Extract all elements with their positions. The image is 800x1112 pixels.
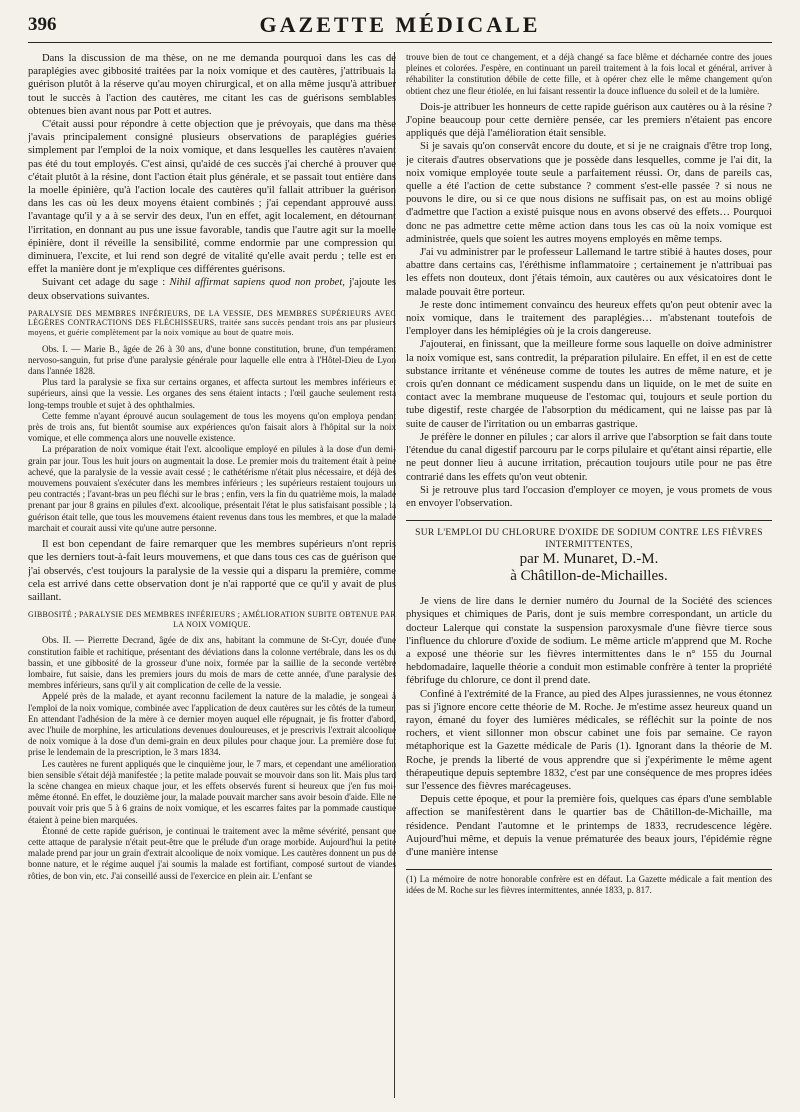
- observation-text: Plus tard la paralysie se fixa sur certains organes, et affecta surtout les membres inférieurs et supérieurs, ainsi que la vessie. Les organes des sens étaient intacts ; l'œil gauche seulement resta long-temps trouble et sujet à des ophthalmies.: [28, 377, 396, 410]
- paragraph: Confiné à l'extrémité de la France, au pied des Alpes jurassiennes, ne vous étonnez pas si j'ignore encore cette théorie de M. Roche. Je m'estime assez heureux quand un rayon, émané du foyer des lumières médicales, se réfléchit sur la pointe de nos rochers, et vient sillonner mon obscur cabinet une fois par semaine. Ce rayon métaphorique est la Gazette médicale de Paris (1). Ignorant dans la théorie de M. Roche, je prends la liberté de vous apprendre que si j'expérimente le même agent thérapeutique depuis septembre 1832, c'est par une conséquence de mes propres idées sur l'essence des fièvres marécageuses.: [406, 688, 772, 792]
- observation-text: Étonné de cette rapide guérison, je continuai le traitement avec la même sévérité, pensant que cette attaque de paralysie n'était peut-être que le prélude d'un orage morbide. Aujourd'hui la petite malade prend par jour un grain d'extrait alcoolique de noix vomique. Les cautères donnent un pus de bonne nature, et le régime auquel j'ai soumis la malade est fortifiant, composé surtout de viandes rôties, de bon vin, etc. J'ai conseillé aussi de l'exercice en plein air. L'enfant se: [28, 825, 396, 881]
- article-title: SUR L'EMPLOI DU CHLORURE D'OXIDE DE SODIUM CONTRE LES FIÈVRES INTERMITTENTES,: [415, 528, 763, 551]
- paragraph: Je préfère le donner en pilules ; car alors il arrive que l'absorption se fait dans toute l'étendue du canal digestif parcouru par le corps pilulaire et qu'étant ainsi répartie, elle ne peut donner lieu à aucune irritation, précaution toujours utile pour ne pas être contrarié dans les effets qu'on veut obtenir.: [406, 431, 772, 483]
- paragraph: Si je retrouve plus tard l'occasion d'employer ce moyen, je vous promets de vous en envoyer l'observation.: [406, 484, 772, 509]
- paragraph: C'était aussi pour répondre à cette objection que je prévoyais, que dans ma thèse j'avais principalement consigné plusieurs observations de paraplégies guéries simplement par l'emploi de la noix vomique, et dans lesquelles les cautères n'avaient pas été du tout employés. C'est ainsi, qu'aidé de ces succès j'ai cherché à prouver que c'était plutôt à la résine, dont l'action était plus générale, et se passait tout entière dans la moelle épinière, qu'à l'action locale des cautères qu'il fallait attribuer la guérison dans les cas où les deux moyens étaient combinés ; j'ai cependant approuvé aussi l'avantage qu'il y a à se servir des deux, l'un en effet, agit localement, en détournant l'irritation, en donnant au pus une issue favorable, tandis que l'autre agit sur la moelle épinière, dont il réveille la sensibilité, comme endormie par une compression qui diminuera, l'excite, et lui rend son degré de vitalité qu'elle avait perdu ; telle est en effet la manière dont je m'explique ces différentes guérisons.: [28, 119, 396, 276]
- quote-intro: Suivant cet adage du sage :: [42, 277, 170, 289]
- footnote: (1) La mémoire de notre honorable confrère est en défaut. La Gazette médicale a fait mention des idées de M. Roche sur les fièvres intermittentes, année 1833, p. 817.: [406, 869, 772, 896]
- article-place: à Châtillon-de-Michailles.: [510, 568, 668, 585]
- paragraph-quote: [28, 276, 396, 302]
- observation-text: Cette femme n'ayant éprouvé aucun soulagement de tous les moyens qu'on employa pendant près de trois ans, fut bientôt soumise aux expériences qu'on faisait alors à l'hôpital sur la noix vomique, et elle commença alors une nouvelle existence.: [28, 410, 396, 444]
- left-column: [28, 52, 396, 1104]
- article-heading: [406, 520, 772, 585]
- page-number: 396: [28, 14, 57, 35]
- paragraph: Dois-je attribuer les honneurs de cette rapide guérison aux cautères ou à la résine ? J'opine beaucoup pour cette dernière pensée, car les premiers n'étaient pas encore appliqués que déjà l'amélioration était sensible.: [406, 101, 772, 140]
- observation-text: Les cautères ne furent appliqués que le cinquième jour, le 7 mars, et cependant une amélioration bien sensible s'était déjà manifestée ; la petite malade pouvait se mouvoir dans son lit. Mais plus tard la scène changea en mieux chaque jour, et les effets observés furent si heureux que j'en fus moi-même étonné. En effet, le douzième jour, la malade pouvait marcher sans avoir besoin d'aide. Elle ne pouvait voir pris que 5 à 6 grains de noix vomique, et les escarres faites par la pommade caustique étaient à peine bien marquées.: [28, 758, 396, 825]
- paragraph: Je viens de lire dans le dernier numéro du Journal de la Société des sciences physiques et chimiques de Paris, dont je suis membre correspondant, un article du docteur Lalerque qui constate la suspension paroxysmale d'une fièvre tierce sous l'influence du chlorure d'oxide de sodium. Le même article m'apprend que M. Roche a exposé une théorie sur les fièvres intermittentes dans le n° 155 du Journal hebdomadaire, laquelle théorie a conduit mon estimable confrère à tenter la propriété fébrifuge du chlorure, ce dont il prend date.: [406, 596, 772, 687]
- paragraph: Je reste donc intimement convaincu des heureux effets qu'on peut obtenir avec la noix vomique, dans le traitement des paraplégies… m'abstenant toutefois de l'employer dans les hémiplégies où je la crois dangereuse.: [406, 299, 772, 338]
- paragraph: J'ai vu administrer par le professeur Lallemand le tartre stibié à hautes doses, pour abattre dans certains cas, l'éréthisme inflammatoire ; certainement je n'attribuai pas les effets non douteux, dont j'étais témoin, aux cautères ou aux vésicatoires dont le malade pouvait être porteur.: [406, 247, 772, 298]
- right-column: [406, 52, 772, 1104]
- observation-heading: GIBBOSITÉ ; PARALYSIE DES MEMBRES INFÉRIEURS ; AMÉLIORATION SUBITE OBTENUE PAR LA NOIX VOMIQUE.: [28, 610, 396, 629]
- page-header: [28, 12, 772, 43]
- observation-text: La préparation de noix vomique était l'ext. alcoolique employé en pilules à la dose d'un demi-grain par jour. Tous les huit jours on augmentait la dose. Le premier mois du traitement était à peine achevé, que la paralysie de la vessie avait cessé ; le cathétérisme n'était plus nécessaire, et déjà des mouvemens pouvaient s'exécuter dans les membres inférieurs ; les supérieurs restaient toujours un peu contractés ; l'avant-bras un peu fléchi sur le bras ; enfin, vers la fin du quatrième mois, la malade prenant par jour 8 grains en pilules d'ext. alcoolique, présentait l'état le plus satisfaisant possible ; la guérison était telle, que tous les mouvemens étaient revenus dans tous les membres, et que la malade marchait et courait aussi vite qu'une autre personne.: [28, 444, 396, 533]
- latin-quote: Nihil affirmat sapiens quod non probet: [169, 277, 343, 289]
- article-author: par M. Munaret, D.-M.: [519, 551, 659, 568]
- quote-outro: , j'ajoute les deux observations suivantes.: [28, 277, 396, 302]
- continued-text: trouve bien de tout ce changement, et a déjà changé sa face blême et décharnée contre des joues pleines et colorées. J'espère, en continuant un pareil traitement à la fois local et général, arriver à réhabiliter la constitution débile de cette fille, et à opérer chez elle le même changement qu'on obtient chez une fleur étiolée, en lui faisant ressentir la douce influence du soleil et de la lumière.: [406, 52, 772, 96]
- paragraph: Si je savais qu'on conservât encore du doute, et si je ne craignais d'être trop long, je citerais d'autres observations que je possède dans lesquelles, comme je l'ai dit, la noix vomique employée toute seule a parfaitement réussi. Or, dans de pareils cas, quelle a été l'action de cette substance ? comment s'est-elle passée ? si nous ne pouvons le dire, ou si ce que nous disions ne suffisait pas, on est au moins obligé d'admettre que l'action a existé puisque nous en avons observé des effets… Pourquoi donc ne pas admettre cette même action dans tous les cas où la noix vomique est administrée, quels que soient les autres moyens employés en même temps.: [406, 141, 772, 245]
- observation-heading: PARALYSIE DES MEMBRES INFÉRIEURS, DE LA VESSIE, DES MEMBRES SUPÉRIEURS AVEC LÉGÈRES CONTRACTIONS DES FLÉCHISSEURS, traitée sans succès pendant trois ans par plusieurs moyens, et guérie complètement par la noix vomique au bout de quatre mois.: [28, 308, 396, 338]
- paragraph: Il est bon cependant de faire remarquer que les membres supérieurs n'ont repris que les derniers tout-à-fait leurs mouvemens, et que dans tous ces cas de guérison que j'ai observés, c'est toujours la paralysie de la vessie qui a disparu la première, comme cela est arrivé dans cette observation dont je n'ai rapporté que ce qu'il y avait de plus saillant.: [28, 539, 396, 603]
- paragraph: J'ajouterai, en finissant, que la meilleure forme sous laquelle on doive administrer la noix vomique est, sans contredit, la préparation pilulaire. En effet, il en est de cette substance irritante et vénéneuse comme de toutes les autres de même nature, et je crois qu'en donnant ce médicament suspendu dans un liquide, on le met de suite en contact avec la membrane muqueuse de l'estomac qui, toujours et seule portion du tube digestif, reste chargée de l'absorption du médicament, qui ne laisse pas par là suite de causer de l'irritation ou un embarras gastrique.: [406, 339, 772, 430]
- paragraph: Dans la discussion de ma thèse, on ne me demanda pourquoi dans les cas de paraplégies avec gibbosité traitées par la noix vomique et des cautères, j'attribuais la guérison plutôt à la réserve qu'au moyen chirurgical, et on alla même jusqu'à attribuer tout le succès à l'action des cautères, me citant les cas de guérisons semblables obtenues bien avant nous par Pott et autres.: [28, 53, 396, 117]
- paragraph: Depuis cette époque, et pour la première fois, quelques cas épars d'une semblable affection se manifestèrent dans le quartier bas de Châtillon-de-Michaille, ma résidence. Pendant l'automne et le printemps de 1833, recrudescence légère. Aujourd'hui même, et depuis la venue prématurée des beaux jours, l'épidémie règne d'une manière intense: [406, 794, 772, 858]
- observation-text: Obs. I. — Marie B., âgée de 26 à 30 ans, d'une bonne constitution, brune, d'un tempérament nervoso-sanguin, fut prise d'une paralysie générale pour laquelle elle entra à l'Hôtel-Dieu de Lyon dans l'année 1828.: [28, 343, 396, 377]
- journal-title: GAZETTE MÉDICALE: [259, 12, 541, 37]
- observation-text: Obs. II. — Pierrette Decrand, âgée de dix ans, habitant la commune de St-Cyr, douée d'une constitution faible et rachitique, présentant des déviations dans la colonne vertébrale, dans les os du bassin, et une gibbosité de la grosseur d'une noix, formée par la saillie de la seconde vertèbre lombaire, fut saisie, dans les premiers jours du mois de mars de cette année, d'une paralysie des membres inférieurs, sans qu'il y ait complication de celle de la vessie.: [28, 635, 396, 691]
- observation-text: Appelé près de la malade, et ayant reconnu facilement la nature de la maladie, je songeai à l'emploi de la noix vomique, combinée avec l'application de deux cautères sur les côtés de la tumeur. En attendant l'adhésion de la mère à ce dernier moyen auquel elle répugnait, je fis frotter d'abord, avec l'huile de morphine, les articulations devenues douloureuses, et je prescrivis l'extrait alcoolique de noix vomique à la dose d'un demi-grain en deux pilules pour chaque jour. La première dose fut prise le lendemain de la prescription, le 3 mars 1834.: [28, 691, 396, 758]
